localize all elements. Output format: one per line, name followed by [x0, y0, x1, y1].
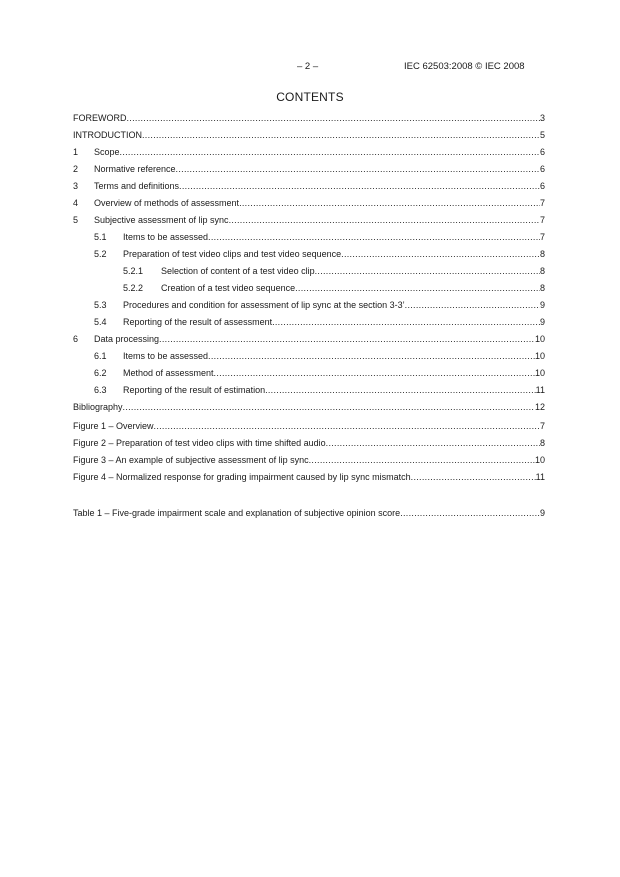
dot-leader	[272, 317, 540, 328]
toc-entry[interactable]	[73, 317, 545, 334]
toc-entry-label: Reporting of the result of assessment	[123, 317, 273, 327]
toc-entry-line	[94, 147, 545, 158]
toc-entry-line	[73, 113, 545, 124]
toc-entry-label: Creation of a test video sequence	[161, 283, 296, 293]
toc-entry-page: 5	[539, 130, 545, 140]
toc-entry-number: 1	[73, 147, 79, 157]
toc-entry-line	[73, 508, 545, 519]
toc-entry-page: 7	[539, 232, 545, 242]
toc-entry-page: 7	[539, 215, 545, 225]
dot-leader	[239, 198, 540, 209]
toc-entry[interactable]	[73, 334, 545, 351]
standard-reference: IEC 62503:2008 © IEC 2008	[404, 61, 525, 72]
toc-entry[interactable]	[73, 198, 545, 215]
dot-leader	[120, 147, 540, 158]
toc-entry-number: 4	[73, 198, 79, 208]
toc-entry-label: Figure 4 – Normalized response for grading impairment caused by lip sync mismatch	[73, 472, 411, 482]
toc-entry-line	[123, 317, 545, 328]
dot-leader	[176, 164, 540, 175]
toc-entry-label: Data processing	[94, 334, 160, 344]
toc-entry-page: 8	[539, 283, 545, 293]
dot-leader	[229, 215, 540, 226]
toc-entry-label: Subjective assessment of lip sync	[94, 215, 229, 225]
toc-entry-line	[123, 249, 545, 260]
toc-entry-number: 2	[73, 164, 79, 174]
list-of-figures	[73, 421, 545, 489]
dot-leader	[154, 421, 540, 432]
toc-entry[interactable]	[73, 181, 545, 198]
toc-entry-label: Selection of content of a test video clip	[161, 266, 315, 276]
dot-leader	[123, 402, 535, 413]
toc-entry-label: Items to be assessed	[123, 232, 209, 242]
toc-entry-page: 7	[539, 198, 545, 208]
toc-entry-label: Overview of methods of assessment	[94, 198, 240, 208]
toc-entry-line	[73, 130, 545, 141]
dot-leader	[295, 283, 540, 294]
toc-entry-label: Bibliography	[73, 402, 123, 412]
figure-entry[interactable]	[73, 455, 545, 472]
dot-leader	[411, 472, 536, 483]
dot-leader	[214, 368, 535, 379]
toc-entry-page: 8	[539, 249, 545, 259]
toc-entry-line	[94, 198, 545, 209]
toc-entry-line	[123, 351, 545, 362]
toc-entry-page: 9	[539, 300, 545, 310]
toc-entry-number: 6.1	[94, 351, 107, 361]
figure-entry[interactable]	[73, 472, 545, 489]
toc-entry-label: INTRODUCTION	[73, 130, 142, 140]
toc-entry-label: Scope	[94, 147, 120, 157]
toc-entry[interactable]	[73, 368, 545, 385]
dot-leader	[326, 438, 540, 449]
toc-entry-number: 5	[73, 215, 79, 225]
toc-entry-page: 10	[534, 368, 545, 378]
toc-entry-line	[123, 385, 545, 396]
toc-entry-line	[73, 402, 545, 413]
toc-entry-line	[94, 215, 545, 226]
toc-entry-line	[123, 300, 545, 311]
toc-entry-page: 9	[539, 508, 545, 518]
toc-entry-line	[161, 266, 545, 277]
toc-entry-page: 10	[534, 351, 545, 361]
toc-entry[interactable]	[73, 266, 545, 283]
toc-entry-label: Procedures and condition for assessment of lip sync at the section 3-3’	[123, 300, 405, 310]
toc-entry-page: 12	[534, 402, 545, 412]
dot-leader	[179, 181, 540, 192]
toc-entry[interactable]	[73, 164, 545, 181]
toc-entry-line	[123, 368, 545, 379]
figure-entry[interactable]	[73, 438, 545, 455]
toc-entry-number: 6.2	[94, 368, 107, 378]
toc-entry-number: 5.3	[94, 300, 107, 310]
toc-entry-line	[73, 438, 545, 449]
toc-entry-label: Figure 3 – An example of subjective assessment of lip sync	[73, 455, 309, 465]
toc-entry[interactable]	[73, 130, 545, 147]
toc-entry-page: 10	[534, 334, 545, 344]
toc-entry-number: 3	[73, 181, 79, 191]
toc-entry[interactable]	[73, 300, 545, 317]
toc-entry-label: Terms and definitions	[94, 181, 180, 191]
toc-entry-page: 11	[535, 385, 545, 395]
toc-entry-label: Figure 1 – Overview	[73, 421, 154, 431]
toc-entry-line	[94, 181, 545, 192]
toc-entry-line	[94, 164, 545, 175]
dot-leader	[265, 385, 536, 396]
toc-entry-label: Table 1 – Five-grade impairment scale and explanation of subjective opinion score	[73, 508, 401, 518]
list-of-tables	[73, 508, 545, 525]
toc-entry[interactable]	[73, 385, 545, 402]
toc-entry-page: 9	[539, 317, 545, 327]
toc-entry[interactable]	[73, 351, 545, 368]
toc-entry[interactable]	[73, 283, 545, 300]
toc-entry-page: 7	[539, 421, 545, 431]
toc-entry[interactable]	[73, 232, 545, 249]
toc-entry-line	[73, 472, 545, 483]
toc-entry[interactable]	[73, 249, 545, 266]
toc-entry-line	[73, 421, 545, 432]
toc-entry-line	[94, 334, 545, 345]
dot-leader	[127, 113, 540, 124]
dot-leader	[341, 249, 540, 260]
toc-entry[interactable]	[73, 147, 545, 164]
toc-entry-line	[123, 232, 545, 243]
toc-entry-label: Preparation of test video clips and test video sequence	[123, 249, 342, 259]
toc-entry-page: 11	[535, 472, 545, 482]
dot-leader	[208, 232, 540, 243]
toc-entry-label: Figure 2 – Preparation of test video clips with time shifted audio	[73, 438, 326, 448]
toc-entry-label: Reporting of the result of estimation	[123, 385, 266, 395]
toc-entry-page: 6	[539, 147, 545, 157]
toc-entry-number: 5.1	[94, 232, 107, 242]
dot-leader	[309, 455, 535, 466]
toc-entry-page: 8	[539, 438, 545, 448]
toc-entry-label: Items to be assessed	[123, 351, 209, 361]
toc-entry-page: 3	[539, 113, 545, 123]
toc-entry-label: Method of assessment	[123, 368, 214, 378]
toc-entry-number: 5.2.1	[123, 266, 144, 276]
dot-leader	[400, 508, 540, 519]
toc-entry-number: 6	[73, 334, 79, 344]
toc-entry-number: 5.2.2	[123, 283, 144, 293]
page-number: – 2 –	[297, 61, 319, 72]
table-of-contents	[73, 113, 545, 419]
toc-entry-number: 6.3	[94, 385, 107, 395]
toc-entry-number: 5.4	[94, 317, 107, 327]
dot-leader	[315, 266, 540, 277]
dot-leader	[159, 334, 535, 345]
table-entry[interactable]	[73, 508, 545, 525]
toc-entry-page: 6	[539, 181, 545, 191]
toc-entry[interactable]	[73, 215, 545, 232]
figure-entry[interactable]	[73, 421, 545, 438]
toc-entry-page: 10	[534, 455, 545, 465]
toc-entry[interactable]	[73, 402, 545, 419]
toc-entry-number: 5.2	[94, 249, 107, 259]
toc-entry-page: 8	[539, 266, 545, 276]
toc-entry-page: 6	[539, 164, 545, 174]
toc-entry-label: FOREWORD	[73, 113, 127, 123]
toc-entry-line	[161, 283, 545, 294]
dot-leader	[142, 130, 540, 141]
toc-entry-label: Normative reference	[94, 164, 176, 174]
toc-entry[interactable]	[73, 113, 545, 130]
dot-leader	[208, 351, 535, 362]
page-title: CONTENTS	[276, 90, 344, 104]
toc-entry-line	[73, 455, 545, 466]
dot-leader	[405, 300, 540, 311]
